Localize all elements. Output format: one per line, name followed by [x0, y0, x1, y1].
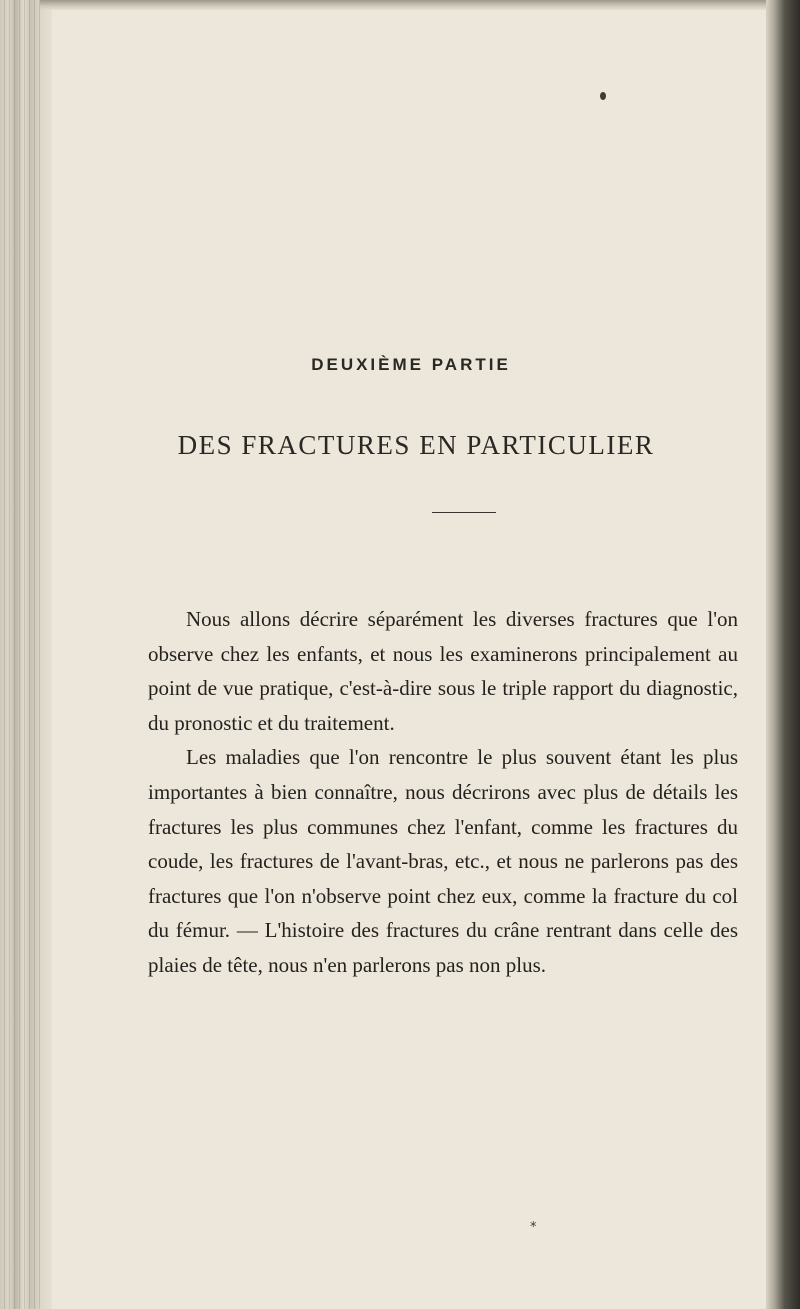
asterisk-mark: * — [530, 1220, 537, 1235]
part-heading: DEUXIÈME PARTIE — [311, 355, 511, 374]
top-page-edge — [40, 0, 780, 10]
book-page — [52, 10, 766, 1309]
title-divider-rule — [432, 512, 496, 513]
paragraph-2: Les maladies que l'on rencontre le plus souvent étant les plus importantes à bien connaître, nous décrirons avec plus de détails les fractures les plus communes chez l'enfant, comme les fractures du coude, les fractures de l'avant-bras, etc., et nous ne parlerons pas des fractures que l'on n'observe point chez eux, comme la fracture du col du fémur. — L'histoire des fractures du crâne rentrant dans celle des plaies de tête, nous n'en parlerons pas non plus. — [148, 745, 738, 977]
paragraph-1: Nous allons décrire séparément les diverses fractures que l'on observe chez les enfants, et nous les examinerons principalement au point de vue pratique, c'est-à-dire sous le triple rapport du diagnostic, du pronostic et du traitement. — [148, 607, 738, 735]
page-stack-lines — [4, 0, 44, 1309]
ink-speck — [600, 92, 606, 100]
right-gutter-shadow — [766, 0, 800, 1309]
body-text — [148, 602, 738, 983]
chapter-title: DES FRACTURES EN PARTICULIER — [177, 430, 655, 460]
